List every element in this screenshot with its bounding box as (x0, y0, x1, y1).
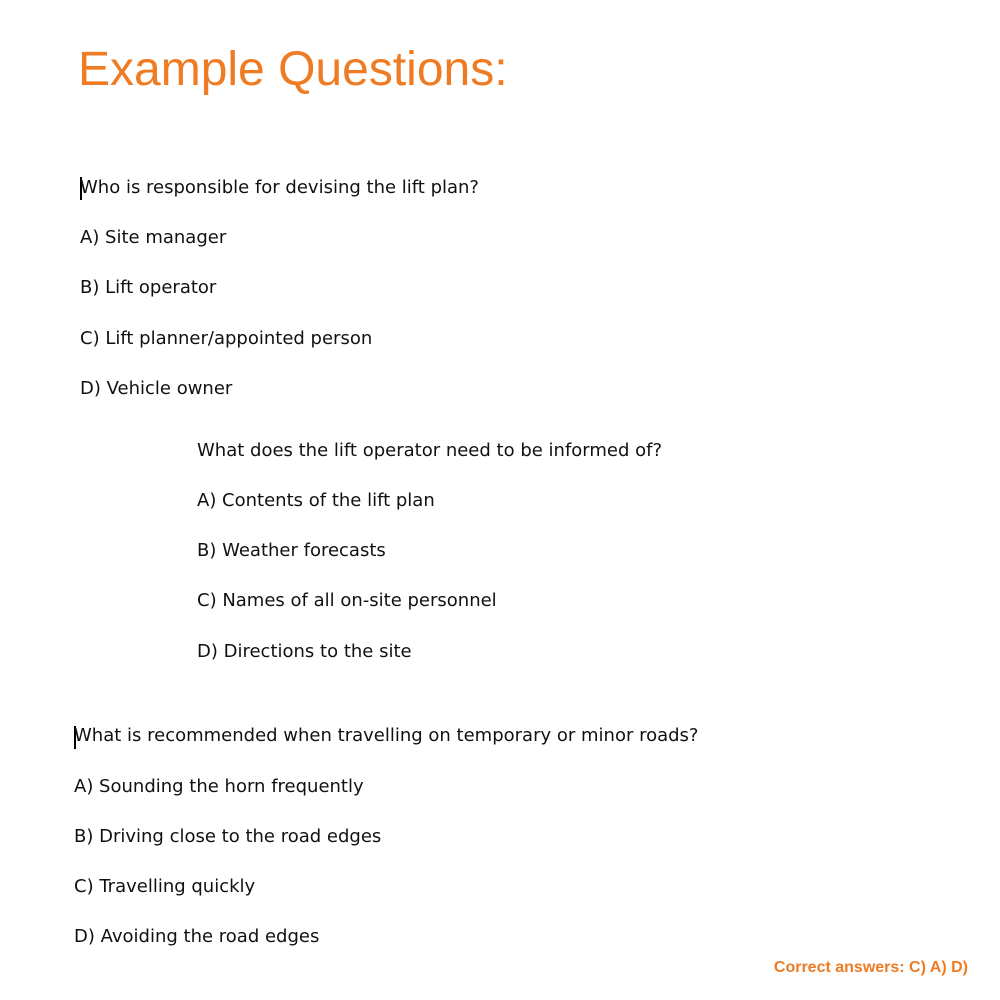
answer-option: D) Directions to the site (197, 641, 412, 662)
answer-option: C) Lift planner/appointed person (80, 328, 373, 349)
correct-answers: Correct answers: C) A) D) (773, 959, 968, 976)
answer-option: B) Driving close to the road edges (74, 826, 382, 847)
answer-option: A) Sounding the horn frequently (74, 776, 364, 797)
question-text: Who is responsible for devising the lift plan? (80, 177, 479, 198)
answer-option: C) Travelling quickly (74, 876, 256, 897)
answer-option: B) Weather forecasts (197, 540, 386, 561)
page-title: Example Questions: (78, 43, 508, 96)
question-text: What is recommended when travelling on temporary or minor roads? (74, 725, 699, 746)
answer-option: B) Lift operator (80, 277, 217, 298)
answer-option: A) Contents of the lift plan (197, 490, 435, 511)
answer-option: A) Site manager (80, 227, 227, 248)
answer-option: D) Vehicle owner (80, 378, 233, 399)
answer-option: D) Avoiding the road edges (74, 926, 320, 947)
question-text: What does the lift operator need to be informed of? (197, 440, 663, 461)
answer-option: C) Names of all on-site personnel (197, 590, 497, 611)
